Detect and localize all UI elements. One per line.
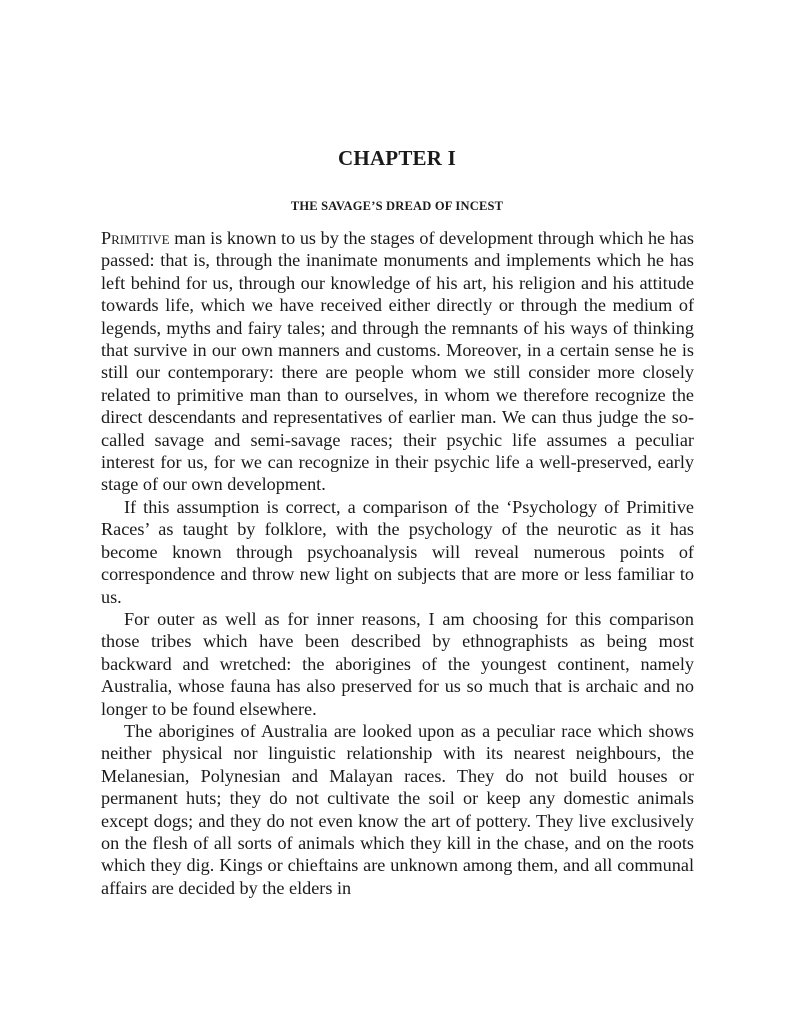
paragraph: If this assumption is correct, a comparison of the ‘Psychology of Primitive Races’ as taught by folklore, with the psychology of the neurotic as it has become known through psychoanalysis will reveal numerous points of correspondence and throw new light on subjects that are more or less familiar to us. [101,496,694,607]
paragraph: For outer as well as for inner reasons, I am choosing for this comparison those tribes which have been described by ethnographists as being most backward and wretched: the aborigines of the youngest continent, namely Australia, whose fauna has also preserved for us so much that is archaic and no longer to be found elsewhere. [101,608,694,719]
paragraph: The aborigines of Australia are looked upon as a peculiar race which shows neither physical nor linguistic relationship with its nearest neighbours, the Melanesian, Polynesian and Malayan races. They do not build houses or permanent huts; they do not cultivate the soil or keep any domestic animals except dogs; and they do not even know the art of pottery. They live exclusively on the flesh of all sorts of animals which they kill in the chase, and on the roots which they dig. Kings or chieftains are unknown among them, and all communal affairs are decided by the elders in [101,720,694,898]
body-text [101,227,694,899]
paragraph [101,227,694,496]
chapter-title: CHAPTER I [338,146,456,170]
chapter-subtitle: THE SAVAGE’S DREAD OF INCEST [290,199,504,213]
paragraph-text: man is known to us by the stages of development through which he has passed: that is, through the inanimate monuments and implements which he has left behind for us, through our knowledge of his art, his religion and his attitude towards life, which we have received either directly or through the medium of legends, myths and fairy tales; and through the remnants of his ways of thinking that survive in our own manners and customs. Moreover, in a certain sense he is still our contemporary: there are people whom we still consider more closely related to primitive man than to ourselves, in whom we therefore recognize the direct descendants and representatives of earlier man. We can thus judge the so-called savage and semi-savage races; their psychic life assumes a peculiar interest for us, for we can recognize in their psychic life a well-preserved, early stage of our own development. [101,228,694,495]
paragraph-lead-word: Primitive [101,228,170,248]
